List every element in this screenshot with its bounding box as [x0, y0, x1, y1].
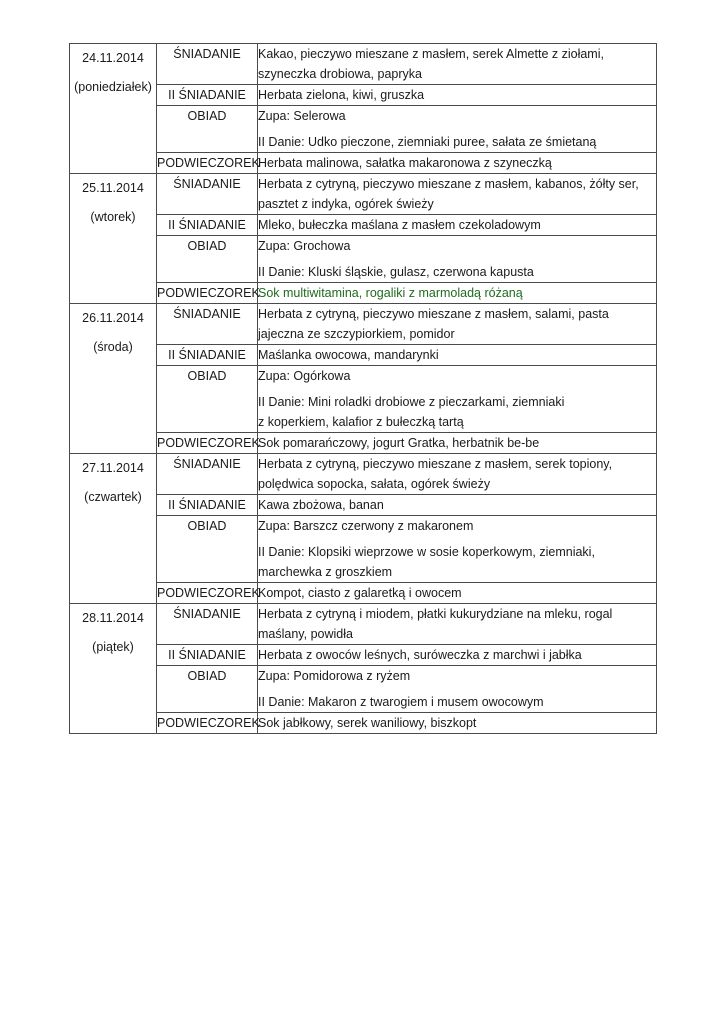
day-row-snack	[70, 713, 657, 734]
breakfast-content	[258, 44, 657, 85]
day-date: 25.11.2014	[82, 181, 144, 195]
content-line: Kakao, pieczywo mieszane z masłem, serek Almette z ziołami,	[258, 47, 604, 61]
lunch-content	[258, 366, 657, 433]
meal-label-lunch: OBIAD	[157, 236, 258, 283]
breakfast-content	[258, 454, 657, 495]
content-line: Herbata malinowa, sałatka makaronowa z szyneczką	[258, 156, 552, 170]
meal-label-second-breakfast: II ŚNIADANIE	[157, 345, 258, 366]
content-line: Herbata z cytryną, pieczywo mieszane z masłem, serek topiony,	[258, 457, 613, 471]
meal-label-breakfast: ŚNIADANIE	[157, 174, 258, 215]
snack-content	[258, 583, 657, 604]
lunch-main: II Danie: Kluski śląskie, gulasz, czerwona kapusta	[258, 265, 534, 279]
day-row-lunch	[70, 106, 657, 153]
meal-label-snack: PODWIECZOREK	[157, 283, 258, 304]
lunch-content	[258, 236, 657, 283]
snack-content	[258, 283, 657, 304]
day-cell	[70, 454, 157, 604]
meal-label-second-breakfast: II ŚNIADANIE	[157, 215, 258, 236]
day-row-snack	[70, 153, 657, 174]
lunch-main: marchewka z groszkiem	[258, 565, 393, 579]
day-weekday: (poniedziałek)	[74, 80, 152, 94]
second-breakfast-content	[258, 645, 657, 666]
content-line: Maślanka owocowa, mandarynki	[258, 348, 439, 362]
content-line: Herbata z cytryną i miodem, płatki kukurydziane na mleku, rogal	[258, 607, 613, 621]
day-weekday: (środa)	[93, 340, 133, 354]
meal-label-breakfast: ŚNIADANIE	[157, 604, 258, 645]
day-date: 24.11.2014	[82, 51, 144, 65]
day-weekday: (czwartek)	[84, 490, 142, 504]
day-row-lunch	[70, 666, 657, 713]
day-row-second-breakfast	[70, 645, 657, 666]
content-line: jajeczna ze szczypiorkiem, pomidor	[258, 327, 455, 341]
lunch-main: z koperkiem, kalafior z bułeczką tartą	[258, 415, 464, 429]
content-line: Mleko, bułeczka maślana z masłem czekoladowym	[258, 218, 541, 232]
lunch-content	[258, 106, 657, 153]
day-row-breakfast	[70, 174, 657, 215]
meal-label-snack: PODWIECZOREK	[157, 713, 258, 734]
day-row-lunch	[70, 366, 657, 433]
meal-label-lunch: OBIAD	[157, 516, 258, 583]
meal-label-breakfast: ŚNIADANIE	[157, 454, 258, 495]
day-cell	[70, 304, 157, 454]
meal-label-second-breakfast: II ŚNIADANIE	[157, 645, 258, 666]
lunch-content	[258, 666, 657, 713]
meal-label-lunch: OBIAD	[157, 666, 258, 713]
day-cell	[70, 604, 157, 734]
meal-label-snack: PODWIECZOREK	[157, 433, 258, 454]
lunch-main: II Danie: Mini roladki drobiowe z pieczarkami, ziemniaki	[258, 395, 565, 409]
lunch-main: II Danie: Makaron z twarogiem i musem owocowym	[258, 695, 544, 709]
day-row-breakfast	[70, 604, 657, 645]
day-date: 28.11.2014	[82, 611, 144, 625]
second-breakfast-content	[258, 345, 657, 366]
content-line: szyneczka drobiowa, papryka	[258, 67, 422, 81]
menu-body	[70, 44, 657, 734]
content-line: Herbata z owoców leśnych, suróweczka z marchwi i jabłka	[258, 648, 582, 662]
content-line: Herbata zielona, kiwi, gruszka	[258, 88, 425, 102]
content-line: Sok jabłkowy, serek waniliowy, biszkopt	[258, 716, 477, 730]
second-breakfast-content	[258, 85, 657, 106]
lunch-main: II Danie: Klopsiki wieprzowe w sosie koperkowym, ziemniaki,	[258, 545, 595, 559]
lunch-soup: Zupa: Barszcz czerwony z makaronem	[258, 519, 474, 533]
content-line: polędwica sopocka, sałata, ogórek świeży	[258, 477, 491, 491]
day-date: 27.11.2014	[82, 461, 144, 475]
meal-label-breakfast: ŚNIADANIE	[157, 44, 258, 85]
day-cell	[70, 174, 157, 304]
meal-label-second-breakfast: II ŚNIADANIE	[157, 85, 258, 106]
day-date: 26.11.2014	[82, 311, 144, 325]
snack-content	[258, 433, 657, 454]
content-line: Herbata z cytryną, pieczywo mieszane z masłem, salami, pasta	[258, 307, 609, 321]
snack-content	[258, 713, 657, 734]
lunch-content	[258, 516, 657, 583]
meal-label-second-breakfast: II ŚNIADANIE	[157, 495, 258, 516]
weekly-menu-table	[69, 43, 657, 734]
lunch-soup: Zupa: Ogórkowa	[258, 369, 351, 383]
day-row-second-breakfast	[70, 85, 657, 106]
breakfast-content	[258, 174, 657, 215]
day-row-lunch	[70, 236, 657, 283]
content-line: Kompot, ciasto z galaretką i owocem	[258, 586, 462, 600]
day-row-second-breakfast	[70, 495, 657, 516]
content-line: Herbata z cytryną, pieczywo mieszane z masłem, kabanos, żółty ser,	[258, 177, 639, 191]
day-weekday: (piątek)	[92, 640, 134, 654]
lunch-main: II Danie: Udko pieczone, ziemniaki puree, sałata ze śmietaną	[258, 135, 597, 149]
day-row-breakfast	[70, 454, 657, 495]
day-weekday: (wtorek)	[90, 210, 136, 224]
day-row-snack	[70, 283, 657, 304]
content-line: maślany, powidła	[258, 627, 353, 641]
second-breakfast-content	[258, 495, 657, 516]
content-line: Sok pomarańczowy, jogurt Gratka, herbatnik be-be	[258, 436, 540, 450]
day-row-second-breakfast	[70, 345, 657, 366]
lunch-soup: Zupa: Selerowa	[258, 109, 346, 123]
day-row-snack	[70, 433, 657, 454]
day-row-lunch	[70, 516, 657, 583]
content-line: pasztet z indyka, ogórek świeży	[258, 197, 434, 211]
content-line: Sok multiwitamina, rogaliki z marmoladą różaną	[258, 286, 523, 300]
day-row-snack	[70, 583, 657, 604]
snack-content	[258, 153, 657, 174]
day-row-breakfast	[70, 304, 657, 345]
day-cell	[70, 44, 157, 174]
meal-label-breakfast: ŚNIADANIE	[157, 304, 258, 345]
breakfast-content	[258, 304, 657, 345]
day-row-second-breakfast	[70, 215, 657, 236]
meal-label-snack: PODWIECZOREK	[157, 153, 258, 174]
meal-label-lunch: OBIAD	[157, 366, 258, 433]
meal-label-lunch: OBIAD	[157, 106, 258, 153]
lunch-soup: Zupa: Grochowa	[258, 239, 351, 253]
day-row-breakfast	[70, 44, 657, 85]
meal-label-snack: PODWIECZOREK	[157, 583, 258, 604]
lunch-soup: Zupa: Pomidorowa z ryżem	[258, 669, 411, 683]
second-breakfast-content	[258, 215, 657, 236]
content-line: Kawa zbożowa, banan	[258, 498, 384, 512]
breakfast-content	[258, 604, 657, 645]
